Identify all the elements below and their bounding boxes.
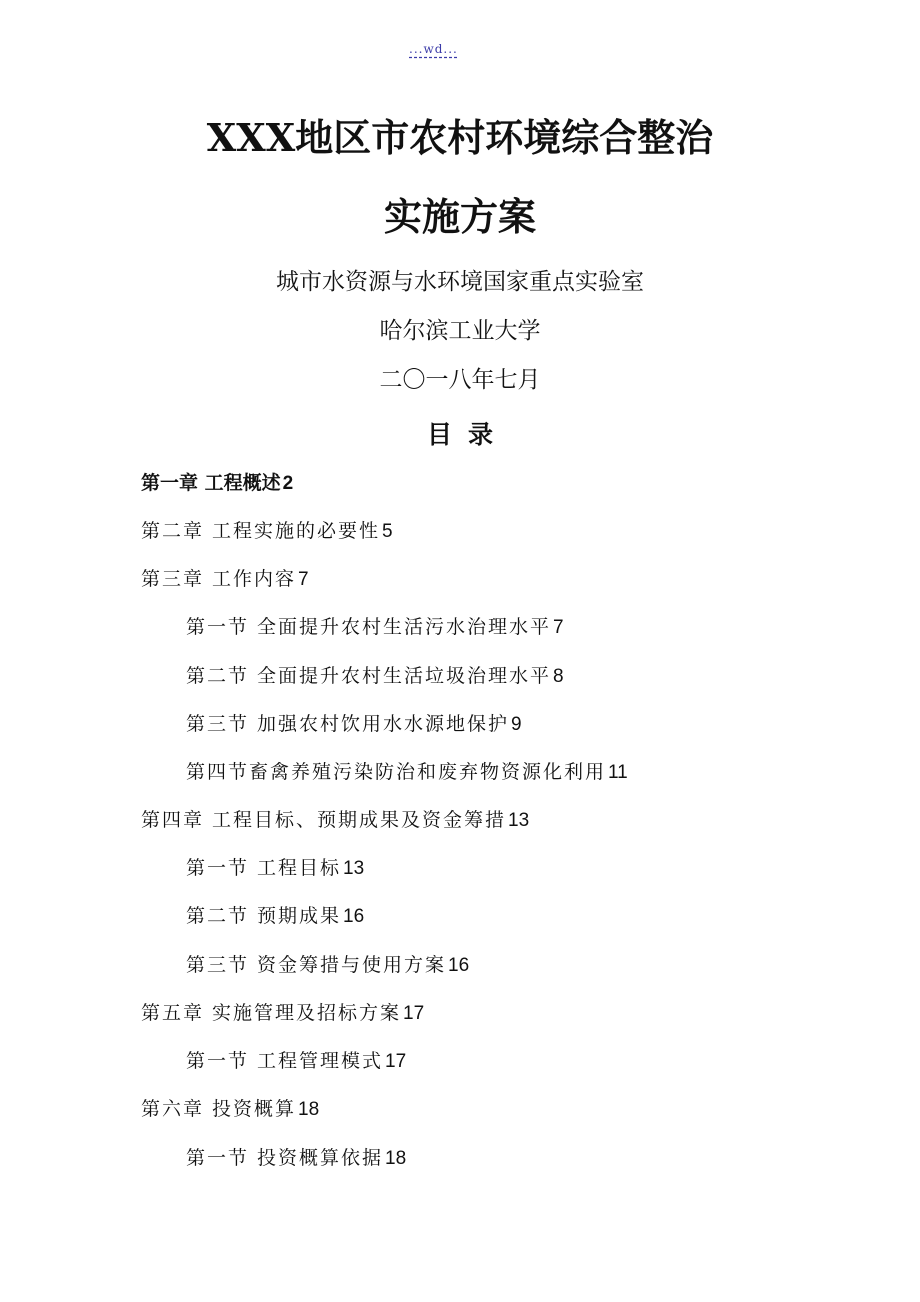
toc-item-page: 2 [282, 473, 294, 494]
toc-item-page: 16 [448, 955, 470, 976]
document-date: 二〇一八年七月 [379, 367, 541, 393]
organization-name: 城市水资源与水环境国家重点实验室 [276, 269, 644, 295]
toc-item-page: 7 [298, 569, 309, 590]
toc-item-label: 第三节 资金筹措与使用方案 [186, 954, 447, 976]
toc-item-section-6-1[interactable] [186, 1149, 406, 1168]
toc-item-label: 第一节 工程管理模式 [186, 1050, 384, 1072]
toc-item-label: 第二节 全面提升农村生活垃圾治理水平 [186, 665, 552, 687]
toc-item-section-3-3[interactable] [186, 715, 522, 734]
toc-item-page: 13 [508, 810, 530, 831]
document-title-line-2: 实施方案 [383, 194, 536, 239]
toc-item-label: 第三章 工作内容 [141, 568, 297, 590]
toc-heading: 目录 [426, 420, 509, 449]
toc-item-label: 第三节 加强农村饮用水水源地保护 [186, 713, 510, 735]
toc-item-label: 第二章 工程实施的必要性 [141, 520, 381, 542]
toc-item-label: 第六章 投资概算 [141, 1098, 297, 1120]
toc-item-chapter-6[interactable] [141, 1100, 319, 1119]
toc-item-page: 17 [385, 1051, 407, 1072]
toc-item-page: 5 [382, 521, 393, 542]
toc-item-page: 9 [511, 714, 522, 735]
toc-item-section-3-4[interactable] [186, 763, 628, 782]
toc-item-page: 7 [553, 617, 564, 638]
toc-item-chapter-3[interactable] [141, 570, 309, 589]
toc-item-section-4-2[interactable] [186, 907, 364, 926]
toc-item-section-3-2[interactable] [186, 667, 564, 686]
toc-item-label: 第四节畜禽养殖污染防治和废弃物资源化利用 [186, 761, 607, 783]
toc-item-chapter-2[interactable] [141, 522, 393, 541]
toc-item-label: 第一章 工程概述 [141, 472, 281, 494]
toc-item-label: 第五章 实施管理及招标方案 [141, 1002, 402, 1024]
toc-item-section-5-1[interactable] [186, 1052, 406, 1071]
toc-item-chapter-1[interactable] [141, 474, 293, 493]
toc-item-label: 第四章 工程目标、预期成果及资金筹措 [141, 809, 507, 831]
toc-item-chapter-4[interactable] [141, 811, 529, 830]
toc-item-label: 第一节 全面提升农村生活污水治理水平 [186, 616, 552, 638]
toc-item-page: 17 [403, 1003, 425, 1024]
toc-item-page: 16 [343, 906, 365, 927]
toc-item-section-3-1[interactable] [186, 618, 564, 637]
toc-item-chapter-5[interactable] [141, 1004, 424, 1023]
document-title-line-1: XXX地区市农村环境综合整治 [206, 115, 714, 160]
toc-item-label: 第二节 预期成果 [186, 905, 342, 927]
university-name: 哈尔滨工业大学 [379, 318, 541, 344]
toc-item-page: 18 [385, 1148, 407, 1169]
toc-item-page: 11 [608, 762, 628, 783]
toc-item-label: 第一节 投资概算依据 [186, 1147, 384, 1169]
toc-item-section-4-1[interactable] [186, 859, 364, 878]
toc-item-page: 13 [343, 858, 365, 879]
toc-item-section-4-3[interactable] [186, 956, 469, 975]
toc-item-page: 18 [298, 1099, 320, 1120]
toc-item-page: 8 [553, 666, 564, 687]
header-mark: ...wd... [409, 42, 458, 56]
toc-item-label: 第一节 工程目标 [186, 857, 342, 879]
